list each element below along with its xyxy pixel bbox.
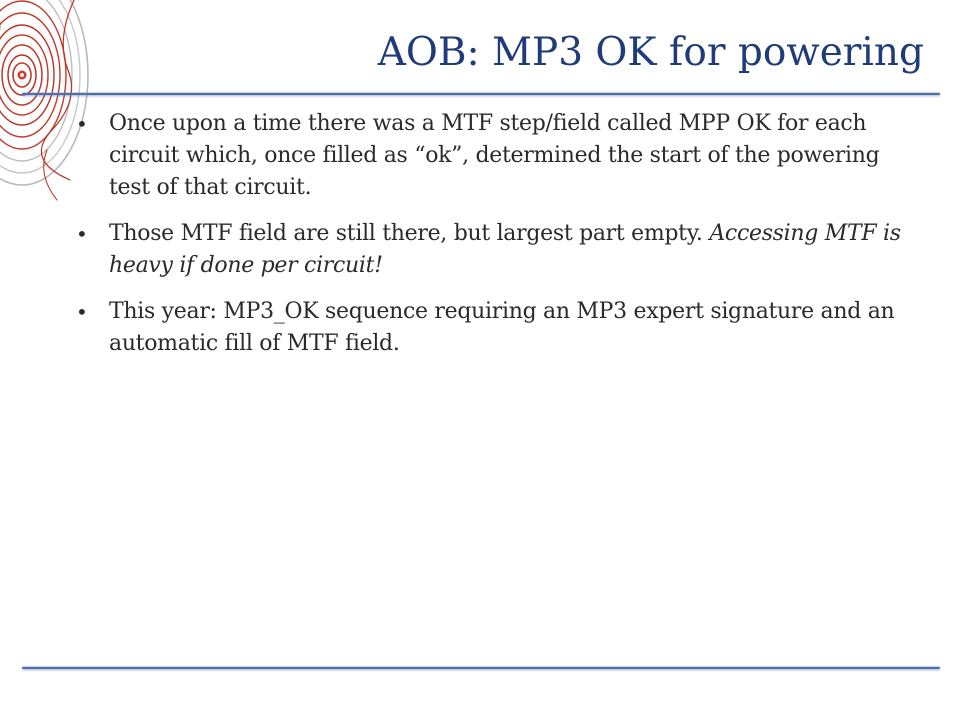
bullet-item-mtf-field (76, 218, 906, 282)
bullet-text: Those MTF field are still there, but largest part empty. (109, 221, 703, 246)
page-title: AOB: MP3 OK for powering (377, 30, 924, 75)
bullet-point-icon: • (76, 112, 88, 136)
title-underline (22, 93, 940, 95)
bullet-point-icon: • (76, 222, 88, 246)
bullet-text: This year: MP3_OK sequence requiring an MP3 expert signature and an automatic fill of MTF field. (109, 299, 895, 356)
bullet-emphasis-text: Accessing MTF is heavy if done per circuit! (109, 221, 901, 278)
bullet-item-mpp-ok (76, 108, 906, 204)
footer-rule (22, 667, 940, 669)
bullet-list (76, 108, 906, 374)
bullet-point-icon: • (76, 300, 88, 324)
bullet-text: Once upon a time there was a MTF step/field called MPP OK for each circuit which, once filled as “ok”, determined the start of the powering test of that circuit. (109, 111, 880, 200)
bullet-item-mp3-ok-sequence (76, 296, 906, 360)
